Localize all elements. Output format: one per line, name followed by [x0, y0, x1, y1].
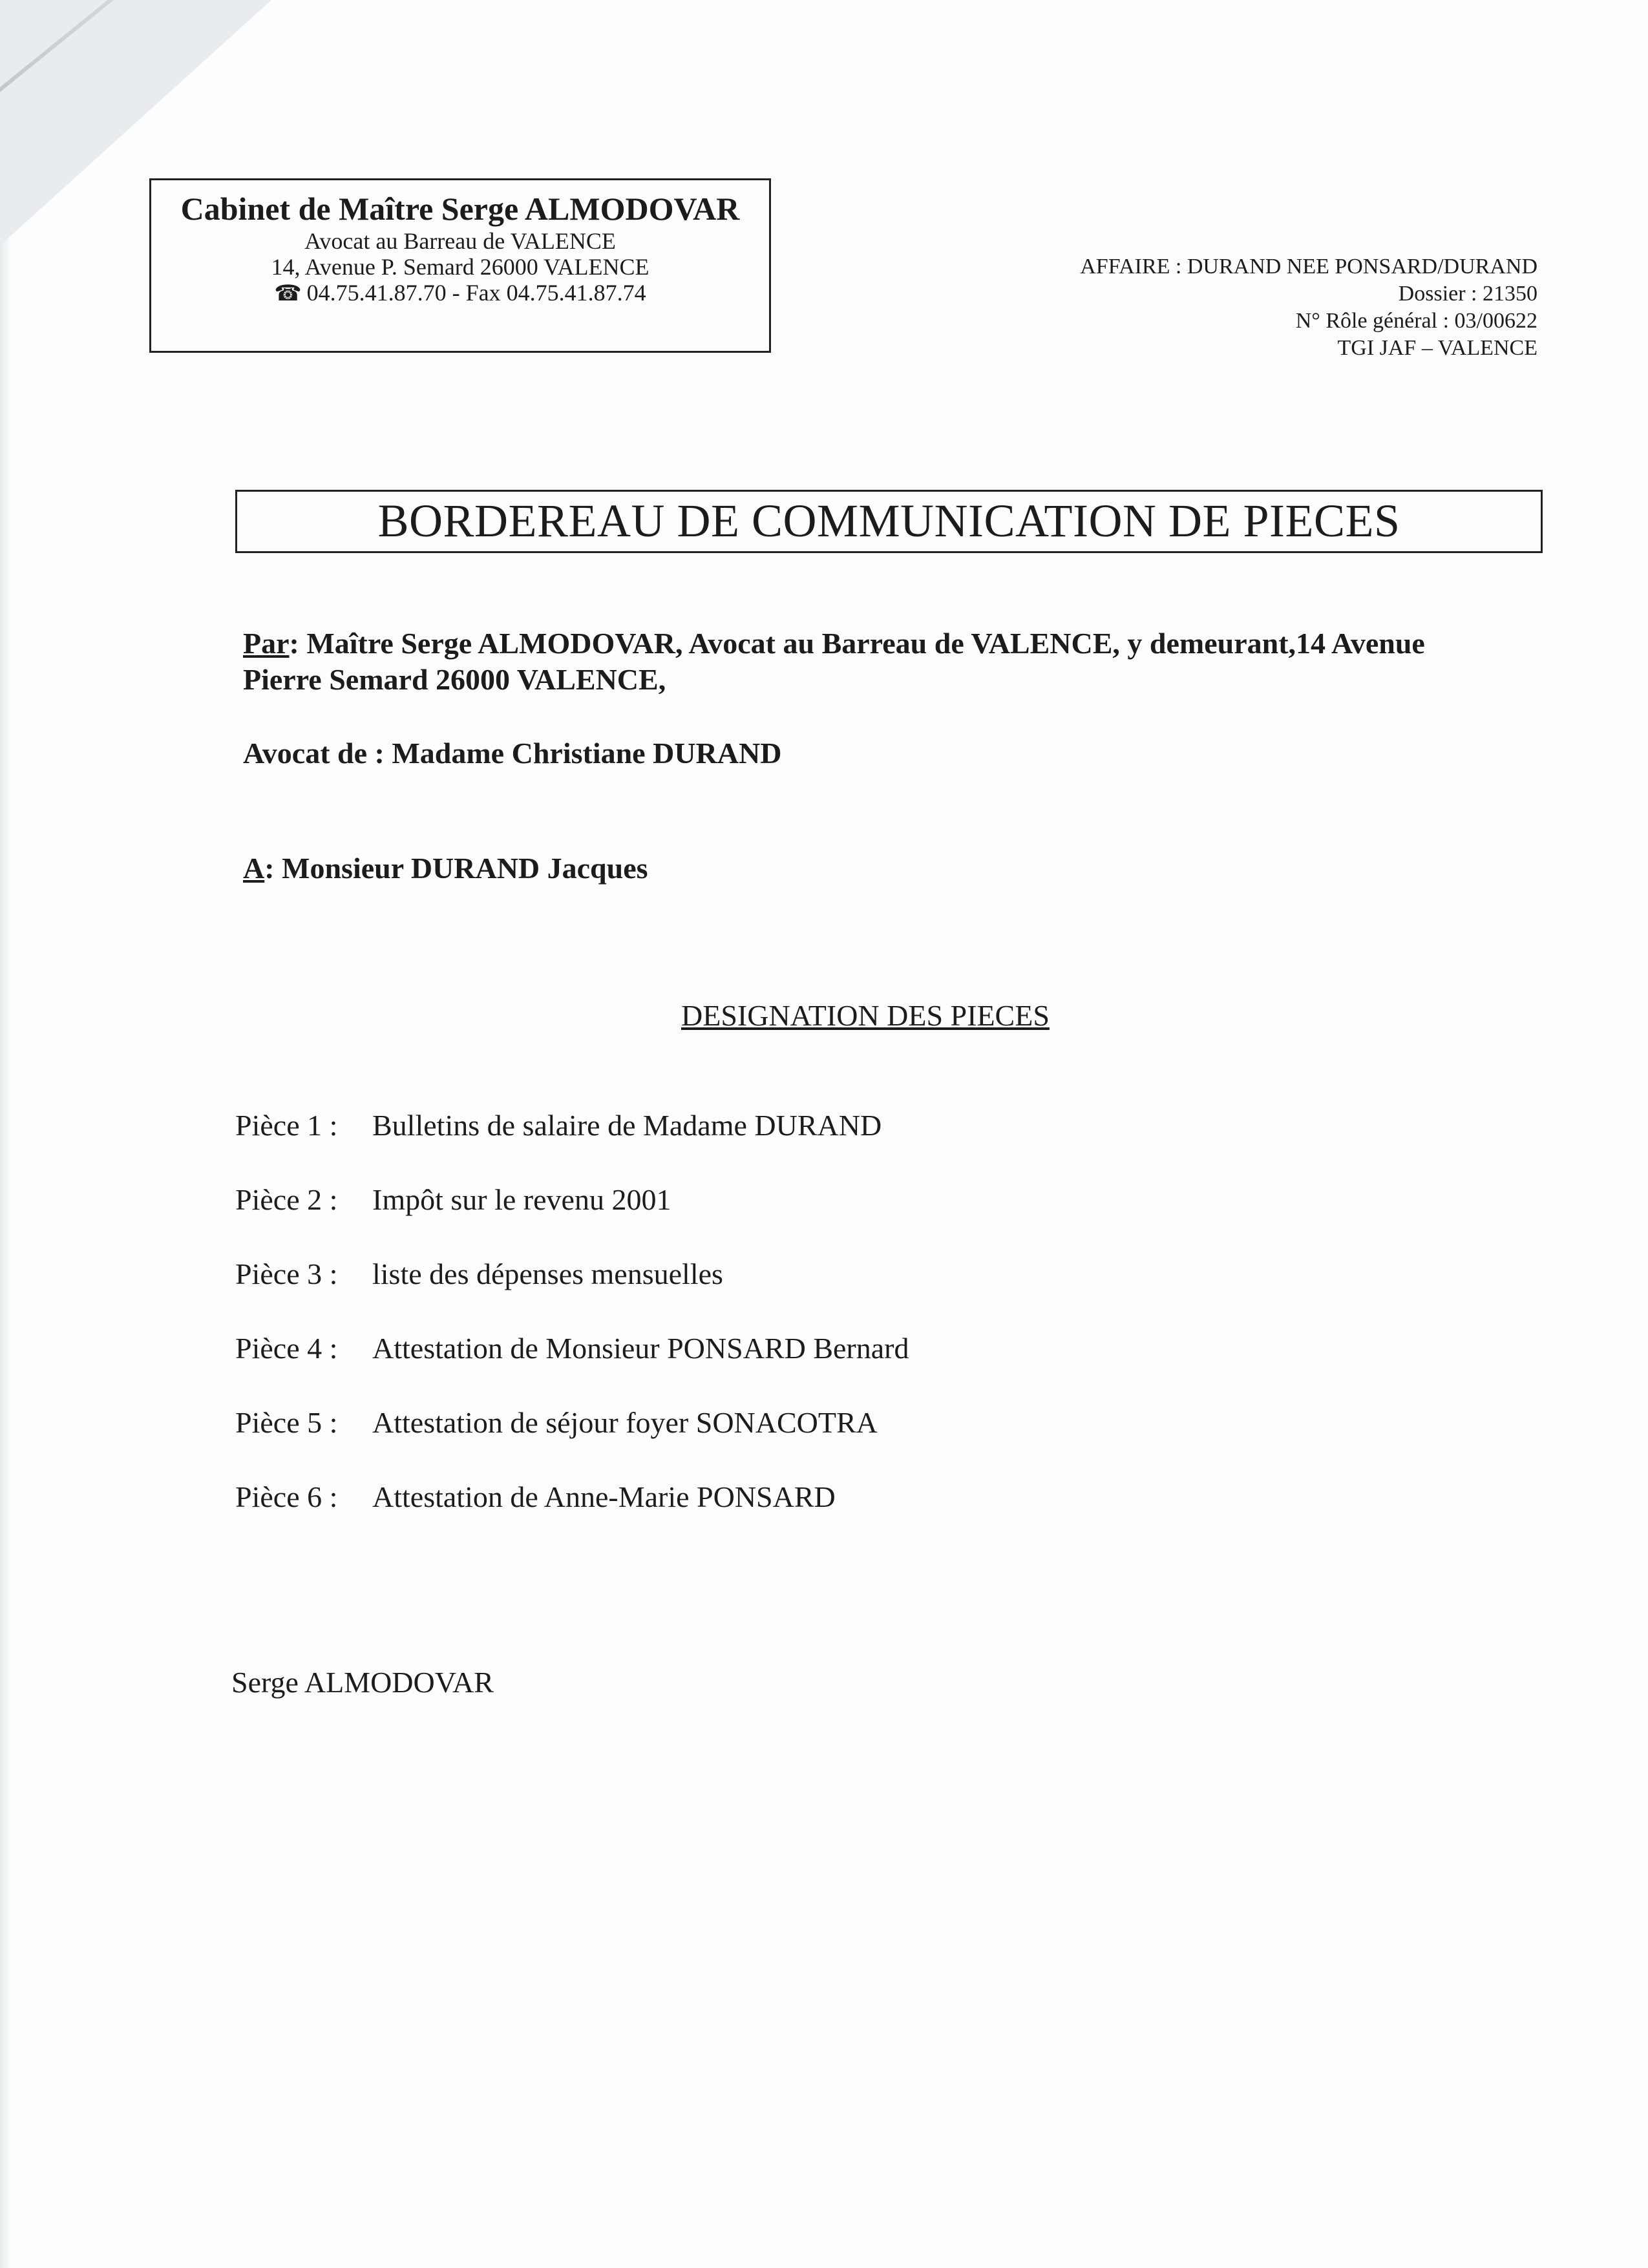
- par-text: : Maître Serge ALMODOVAR, Avocat au Barreau de VALENCE, y demeurant,14 Avenue Pierre Semard 26000 VALENCE,: [243, 627, 1425, 696]
- piece-description: Bulletins de salaire de Madame DURAND: [372, 1109, 882, 1142]
- piece-number: Pièce 4 :: [235, 1332, 338, 1365]
- cabinet-name: Cabinet de Maître Serge ALMODOVAR: [180, 191, 740, 227]
- telephone-icon: ☎: [274, 282, 302, 306]
- piece-number: Pièce 5 :: [235, 1406, 338, 1439]
- designation-heading: DESIGNATION DES PIECES: [681, 999, 1050, 1032]
- piece-description: Attestation de Monsieur PONSARD Bernard: [372, 1332, 909, 1365]
- affaire-line: AFFAIRE : DURAND NEE PONSARD/DURAND: [1080, 255, 1537, 278]
- piece-number: Pièce 1 :: [235, 1109, 338, 1142]
- signature: Serge ALMODOVAR: [231, 1666, 494, 1699]
- cabinet-phone: 04.75.41.87.70 - Fax 04.75.41.87.74: [306, 280, 646, 306]
- piece-number: Pièce 6 :: [235, 1480, 338, 1513]
- list-item: [235, 1479, 909, 1553]
- piece-description: Attestation de séjour foyer SONACOTRA: [372, 1406, 878, 1439]
- piece-description: Impôt sur le revenu 2001: [372, 1183, 671, 1216]
- list-item: [235, 1330, 909, 1405]
- list-item: [235, 1256, 909, 1330]
- scan-edge-shadow: [0, 233, 12, 2268]
- dossier-line: Dossier : 21350: [1398, 282, 1537, 306]
- destinataire-line: [243, 850, 648, 887]
- document-title: BORDEREAU DE COMMUNICATION DE PIECES: [235, 490, 1543, 553]
- case-reference: [1080, 253, 1537, 362]
- piece-number: Pièce 2 :: [235, 1183, 338, 1216]
- list-item: [235, 1405, 909, 1479]
- cabinet-contact: [151, 280, 769, 307]
- destinataire-text: : Monsieur DURAND Jacques: [264, 852, 648, 885]
- role-general-line: N° Rôle général : 03/00622: [1295, 309, 1537, 333]
- par-label: Par: [243, 627, 290, 660]
- piece-description: Attestation de Anne-Marie PONSARD: [372, 1480, 836, 1513]
- par-paragraph: [243, 625, 1503, 698]
- cabinet-bar: Avocat au Barreau de VALENCE: [304, 228, 616, 254]
- list-item: [235, 1108, 909, 1182]
- tribunal-line: TGI JAF – VALENCE: [1337, 336, 1537, 360]
- piece-number: Pièce 3 :: [235, 1257, 338, 1290]
- cabinet-address: 14, Avenue P. Semard 26000 VALENCE: [271, 254, 650, 280]
- piece-description: liste des dépenses mensuelles: [372, 1257, 723, 1290]
- avocat-de-line: Avocat de : Madame Christiane DURAND: [243, 737, 782, 770]
- letterhead-box: [149, 178, 771, 353]
- destinataire-label: A: [243, 852, 265, 885]
- pieces-list: [235, 1108, 909, 1553]
- list-item: [235, 1182, 909, 1256]
